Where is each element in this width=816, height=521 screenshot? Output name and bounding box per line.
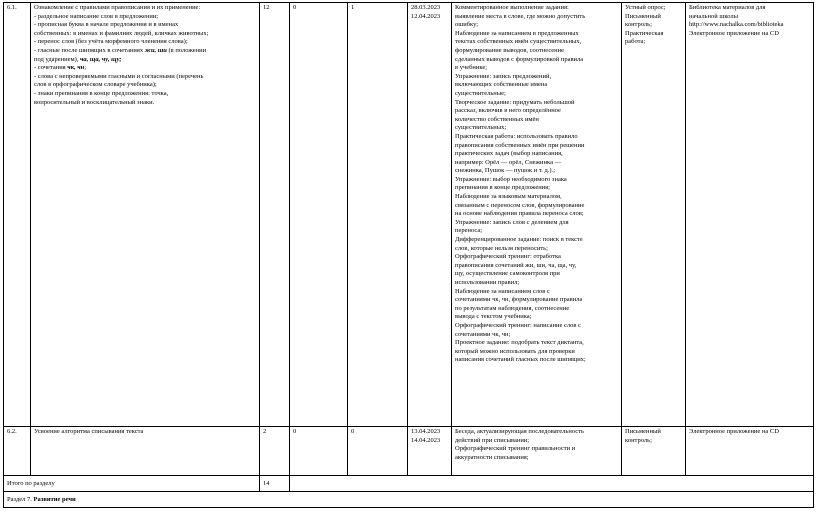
activities-cell: Беседа, актуализирующая последовательность действий при списывании; Орфографический тренинг правильности и аккуратности списывания; <box>452 427 622 476</box>
resources-cell: Библиотека материалов для начальной школы http://www.nachalka.com/biblioteka Электронное приложение на CD <box>686 3 814 427</box>
section-prefix: Раздел 7. <box>7 495 34 503</box>
total-label: Итого по разделу <box>4 476 260 492</box>
row-number: 6.2. <box>4 427 31 476</box>
control-cell: Письменный контроль; <box>622 427 686 476</box>
topic-cell: Усвоение алгоритма списывания текста <box>31 427 260 476</box>
hours-tests: 0 <box>290 427 348 476</box>
hours-practice: 1 <box>348 3 408 427</box>
total-empty <box>290 476 814 492</box>
hours-practice: 0 <box>348 427 408 476</box>
curriculum-table <box>3 2 814 508</box>
section-title: Развитие речи <box>33 495 76 503</box>
topic-cell: Ознакомление с правилами правописания и их применение: - раздельное написание слов в предложении; - прописная буква в начале предложения и в именах собственных: в именах и фамилиях людей, кличках животных; - перенос слов (без учёта морфемного членения слова); - гласные после шипящих в сочетаниях жи, ши (в положении под ударением), ча, ща, чу, щу; - сочетания чк, чн; - слова с непроверяемыми гласными и согласными (перечень слов в орфографическом словаре учебника); - знаки препинания в конце предложения: точка, вопросительный и восклицательный знаки. <box>31 3 260 427</box>
hours-tests: 0 <box>290 3 348 427</box>
total-value: 14 <box>260 476 290 492</box>
resources-cell: Электронное приложение на CD <box>686 427 814 476</box>
section-row <box>4 492 814 508</box>
total-row <box>4 476 814 492</box>
hours-total: 12 <box>260 3 290 427</box>
activities-cell: Комментированное выполнение задания: выявление места в слове, где можно допустить ошибку; Наблюдение за написанием в предложенных текстах собственных имён существительных, формулирование выводов, соотнесение сделанных выводов с формулировкой правила в учебнике; Упражнение: запись предложений, включающих собственные имена существительные; Творческое задание: придумать небольшой рассказ, включив в него определённое количество собственных имён существительных; Практическая работа: использовать правило правописания собственных имён при решении практических задач (выбор написания, например: Орёл — орёл, Снежинка — снежинка, Пушок — пушок и т. д.).; Упражнение: выбор необходимого знака препинания в конце предложения; Наблюдение за языковым материалом, связанным с переносом слов, формулирование на основе наблюдения правила переноса слов; Упражнение: запись слов с делением для переноса; Дифференцированное задание: поиск в тексте слов, которые нельзя переносить; Орфографический тренинг: отработка правописания сочетаний жи, ши, ча, ща, чу, щу, осуществление самоконтроля при использовании правил; Наблюдение за написанием слов с сочетаниями чк, чн, формулирование правила по результатам наблюдения, соотнесение вывода с текстом учебника; Орфографический тренинг: написание слов с сочетаниями чк, чн; Проектное задание: подобрать текст диктанта, который можно использовать для проверки написания сочетаний гласных после шипящих; <box>452 3 622 427</box>
table-row <box>4 3 814 427</box>
section-heading <box>4 492 814 508</box>
row-number: 6.1. <box>4 3 31 427</box>
dates-cell: 13.04.2023 14.04.2023 <box>408 427 452 476</box>
table-row <box>4 427 814 476</box>
dates-cell: 28.03.2023 12.04.2023 <box>408 3 452 427</box>
hours-total: 2 <box>260 427 290 476</box>
control-cell: Устный опрос; Письменный контроль; Практическая работа; <box>622 3 686 427</box>
